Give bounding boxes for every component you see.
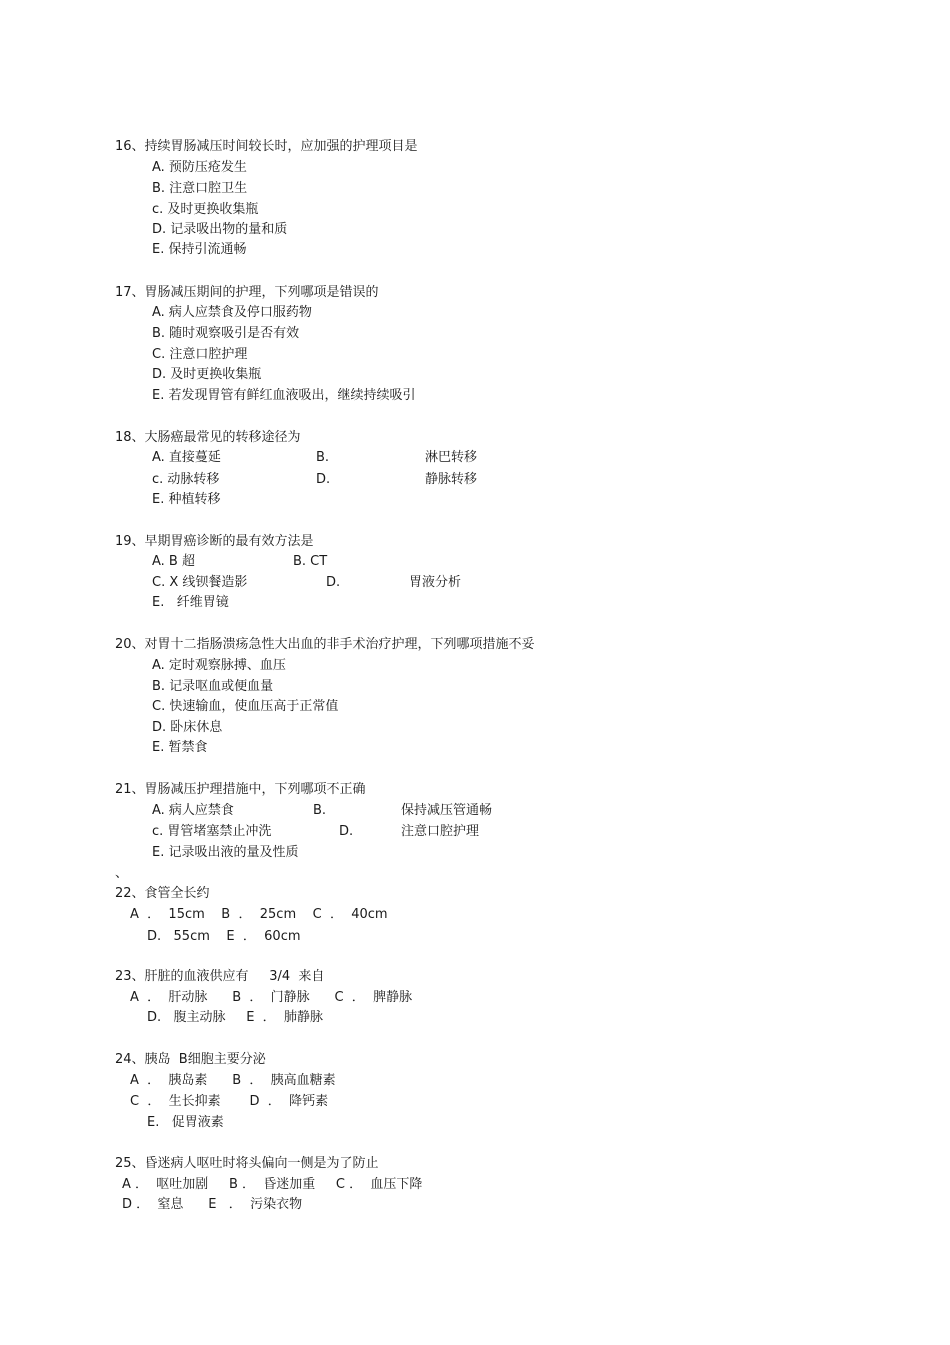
- option-d-letter: D.: [316, 472, 331, 487]
- option-c: c. 及时更换收集瓶: [152, 202, 259, 217]
- question-stem: 19、早期胃癌诊断的最有效方法是: [115, 534, 314, 549]
- option-c: C. X 线钡餐造影: [152, 575, 248, 590]
- option-c: C. 注意口腔护理: [152, 347, 248, 362]
- option-e: E. 种植转移: [152, 492, 221, 507]
- options-row-1: A ． 呕吐加剧 B ． 昏迷加重 C ． 血压下降: [122, 1177, 423, 1192]
- option-a: A. 预防压疮发生: [152, 160, 247, 175]
- option-a: A. 直接蔓延: [152, 450, 221, 465]
- option-a: A. 病人应禁食: [152, 803, 234, 818]
- option-e: E. 暂禁食: [152, 740, 208, 755]
- options-row-2: D. 55cm E ． 60cm: [147, 929, 301, 944]
- option-d: D. 记录吸出物的量和质: [152, 222, 288, 237]
- option-d: D. 卧床休息: [152, 720, 223, 735]
- option-b: B. 记录呕血或便血量: [152, 679, 274, 694]
- option-b-text: 保持减压管通畅: [401, 803, 493, 818]
- options-row-1: A ． 肝动脉 B ． 门静脉 C ． 脾静脉: [130, 990, 413, 1005]
- options-row-3: E. 促胃液素: [147, 1115, 224, 1130]
- option-a: A. 定时观察脉搏、血压: [152, 658, 286, 673]
- option-b: B. 随时观察吸引是否有效: [152, 326, 300, 341]
- question-stem: 18、大肠癌最常见的转移途径为: [115, 430, 301, 445]
- question-stem: 22、食管全长约: [115, 886, 210, 901]
- option-d: D. 及时更换收集瓶: [152, 367, 262, 382]
- option-b-letter: B.: [313, 803, 327, 818]
- option-d-text: 注意口腔护理: [401, 824, 480, 839]
- option-d-letter: D.: [326, 575, 341, 590]
- options-row-1: A ． 胰岛素 B ． 胰高血糖素: [130, 1073, 336, 1088]
- option-b: B. CT: [293, 554, 328, 569]
- options-row-2: D ． 窒息 E ． 污染衣物: [122, 1197, 303, 1212]
- question-stem: 23、肝脏的血液供应有 3/4 来自: [115, 969, 325, 984]
- option-e: E. 保持引流通畅: [152, 242, 247, 257]
- question-stem: 24、胰岛 B细胞主要分泌: [115, 1052, 266, 1067]
- option-e: E. 记录吸出液的量及性质: [152, 845, 299, 860]
- option-b-letter: B.: [316, 450, 330, 465]
- options-row-2: C ． 生长抑素 D ． 降钙素: [130, 1094, 329, 1109]
- option-d-letter: D.: [339, 824, 354, 839]
- question-stem: 20、对胃十二指肠溃疡急性大出血的非手术治疗护理，下列哪项措施不妥: [115, 637, 535, 652]
- option-c: c. 胃管堵塞禁止冲洗: [152, 824, 272, 839]
- option-d-text: 静脉转移: [425, 472, 478, 487]
- question-stem: 16、持续胃肠减压时间较长时，应加强的护理项目是: [115, 139, 418, 154]
- option-b-text: 淋巴转移: [425, 450, 478, 465]
- option-e: E. 纤维胃镜: [152, 595, 229, 610]
- options-row-1: A ． 15cm B ． 25cm C ． 40cm: [130, 907, 388, 922]
- option-a: A. B 超: [152, 554, 195, 569]
- question-stem: 21、胃肠减压护理措施中，下列哪项不正确: [115, 782, 366, 797]
- option-d-text: 胃液分析: [409, 575, 462, 590]
- option-e: E. 若发现胃管有鲜红血液吸出，继续持续吸引: [152, 388, 416, 403]
- option-b: B. 注意口腔卫生: [152, 181, 248, 196]
- option-c: C. 快速输血，使血压高于正常值: [152, 699, 339, 714]
- option-c: c. 动脉转移: [152, 472, 220, 487]
- question-stem: 17、胃肠减压期间的护理，下列哪项是错误的: [115, 285, 379, 300]
- options-row-2: D. 腹主动脉 E ． 肺静脉: [147, 1010, 323, 1025]
- question-stem: 25、昏迷病人呕吐时将头偏向一侧是为了防止: [115, 1156, 379, 1171]
- option-a: A. 病人应禁食及停口服药物: [152, 305, 312, 320]
- stray-mark: 、: [115, 866, 129, 881]
